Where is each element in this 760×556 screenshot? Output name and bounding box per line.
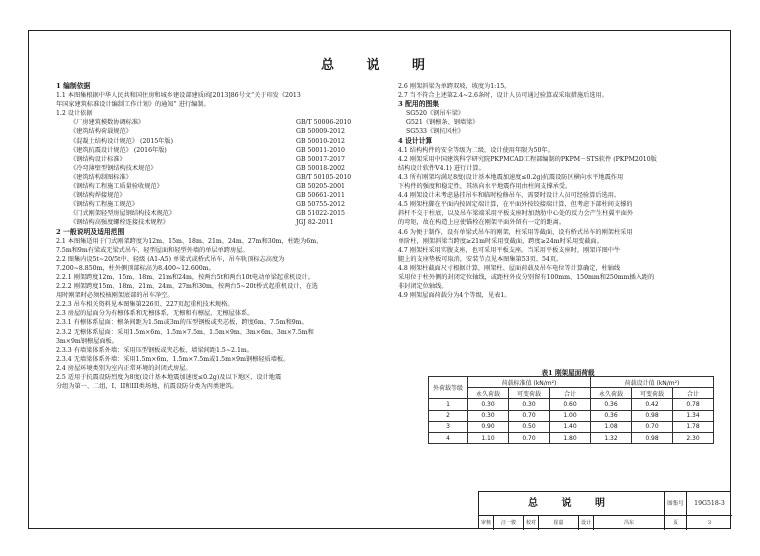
text-line: 斜杆不交于柱底，以及吊车梁端采用平板支座时加劲肋中心处的反力会产生柱翼平面外 xyxy=(398,210,634,218)
sub-header: 合计 xyxy=(550,388,591,399)
value-cell: 1.40 xyxy=(550,421,591,432)
text-line: 2.2.2 刚架跨度15m、18m、21m、24m、27m和30m，按两台5~20t桥式起重机设计，在选 xyxy=(56,283,318,291)
value-cell: 0.98 xyxy=(632,432,673,443)
standard-reference xyxy=(56,173,386,182)
text-line: 分组为第一、二组，I、II和III类场地，抗震设防分类为丙类建筑。 xyxy=(56,383,238,391)
standard-reference xyxy=(56,127,386,136)
signature-row xyxy=(479,516,732,530)
section-heading: 2 一般说明及适用范围 xyxy=(56,227,125,236)
standard-code: GB 51022-2015 xyxy=(296,210,345,218)
sub-header: 可变荷载 xyxy=(632,388,673,399)
standard-code: JGJ 82-2011 xyxy=(296,219,334,227)
standard-name: 《钢结构设计标准》 xyxy=(70,155,126,163)
value-cell: 0.42 xyxy=(632,399,673,410)
title-block-title: 总 说 明 xyxy=(479,492,665,516)
text-line: 腿上的支座垫板可取消，安装节点见本图集第53页、54页。 xyxy=(398,255,563,263)
text-line: 2.2.3 吊车相关资料见本图集第226页、227页起重机技术规格。 xyxy=(56,301,234,309)
value-cell: 1.32 xyxy=(591,432,632,443)
value-cell: 0.50 xyxy=(509,421,550,432)
value-cell: 1.08 xyxy=(591,421,632,432)
standard-code: GB 50011-2010 xyxy=(296,146,345,154)
grade-cell: 3 xyxy=(429,421,468,432)
text-line: 4.7 刚架柱采用实腹支座，也可采用平板支座。当采用平板支座时，刚架详图中牛 xyxy=(398,246,621,254)
standard-name: 《钢结构焊接规范》 xyxy=(70,192,126,200)
standard-name: 《钢结构工程施工质量验收规范》 xyxy=(70,183,163,191)
check-label: 校对 xyxy=(524,516,539,530)
standard-code: GB 50010-2012 xyxy=(296,137,345,145)
text-line: 采用位于柱外侧的封闭定位轴线，或距柱外皮分别留有100mm、150mm和250mm插入距的 xyxy=(398,273,655,281)
text-line: 4.2 刚架采用中国建筑科学研究院PKPMCAD工程部编制的PKPM－STS软件 (PKPM2010版 xyxy=(398,155,657,163)
standard-name: 《混凝土结构设计规范》 (2015年版) xyxy=(70,137,173,145)
right-column xyxy=(398,82,720,300)
text-line: 2.7 当不符合上述第2.4~2.6条时，设计人员可通过验算或采取措施后选用。 xyxy=(398,92,608,100)
text-line: 年国家建筑标准设计编制工作计划》的通知” 进行编制。 xyxy=(56,101,210,109)
text-line: 2.2 图集内设5t~20/5t中、轻级 (A1-A5) 单梁式或桥式吊车，吊车轨顶标志高度为 xyxy=(56,255,285,263)
text-line: 的弯矩，故在构造上应使锚栓在刚架平面外留有一定的距离。 xyxy=(398,219,566,227)
text-line: 2.3.3 有墙梁体系外墙：采用压型钢板或夹芯板，墙梁间距1.5~2.1m。 xyxy=(56,346,253,354)
title-block xyxy=(478,491,731,529)
value-cell: 0.60 xyxy=(550,399,591,410)
standard-code: GB/T 50105-2010 xyxy=(296,173,352,181)
value-cell: 0.90 xyxy=(468,421,509,432)
value-cell: 0.98 xyxy=(632,410,673,421)
review-label: 审核 xyxy=(479,516,494,530)
standard-reference xyxy=(56,182,386,191)
text-line: 2.2.1 刚架跨度12m、15m、18m、21m和24m，按两台5t和两台10t电动单梁起重机设计。 xyxy=(56,273,314,281)
text-line: G521《钢檩条、钢墙梁》 xyxy=(406,119,479,127)
table-row xyxy=(429,432,714,443)
text-line: SG520《钢吊车梁》 xyxy=(406,110,465,118)
text-line: SG533《钢抗风柱》 xyxy=(406,128,465,136)
section-heading: 3 配用的图集 xyxy=(398,100,440,109)
text-line: 2.3.1 有檩体系屋面：檩条间距为1.5m或3m的压型钢板或夹芯板，跨度6m、7.5m和9m。 xyxy=(56,319,308,327)
text-line: 4.5 刚架柱脚在平面内按固定端计算，在平面外按铰接端计算，但考虑下部柱间支撑的 xyxy=(398,201,633,209)
standard-code: GB 50009-2012 xyxy=(296,128,345,136)
standard-name: 《钢结构高强度螺栓连接技术规程》 xyxy=(70,219,169,227)
atlas-code: 19G518-3 xyxy=(687,492,732,516)
text-line: 2.5 适用于抗震设防烈度为8度(设计基本地震加速度≤0.2g)及以下地区，设计地震 xyxy=(56,374,282,381)
standard-reference xyxy=(56,218,386,227)
standard-reference xyxy=(56,164,386,173)
standard-reference xyxy=(56,118,386,127)
value-cell: 0.36 xyxy=(591,410,632,421)
value-cell: 0.78 xyxy=(673,399,714,410)
value-cell: 1.10 xyxy=(468,432,509,443)
text-line: 4.4 刚架设计未考虑悬挂吊车和临时检修吊车，需要时设计人员可经验算后选用。 xyxy=(398,192,621,200)
text-line: 1.1 本图集根据中华人民共和国住房和城乡建设部建质函[2013]86号文“关于印发《2013 xyxy=(56,92,301,100)
standard-code: GB 50017-2017 xyxy=(296,155,345,163)
table-row xyxy=(429,421,714,432)
text-line: 2.6 刚架斜梁为单跨双坡，坡度为1:15。 xyxy=(398,83,511,90)
section-heading: 4 设计计算 xyxy=(398,136,433,145)
text-line: 用时刚架时必须校核刚架底部的吊车净空。 xyxy=(56,292,174,300)
text-line: 4.6 为便于制作，设有单梁式吊车的刚架，柱采用等截面，设有桥式吊车的刚架柱采用 xyxy=(398,228,633,236)
atlas-code-label: 图集号 xyxy=(665,492,687,516)
sub-header: 合计 xyxy=(673,388,714,399)
text-line: 下构件的强度和稳定性，其纵向水平地震作用由柱间支撑承受。 xyxy=(398,183,572,191)
grade-cell: 4 xyxy=(429,432,468,443)
text-line: 非封闭定位轴线。 xyxy=(398,283,448,291)
standard-name: 《建筑结构荷载规范》 xyxy=(70,128,132,136)
text-line: 结构设计软件V4.1) 进行计算。 xyxy=(398,164,485,172)
left-column xyxy=(56,82,386,391)
table-caption: 表1 刚架屋面荷载 xyxy=(541,369,595,377)
reviewer-name: 汪一骏 xyxy=(494,516,524,530)
design-group-header: 荷载设计值 (kN/m²) xyxy=(591,377,714,388)
value-cell: 1.34 xyxy=(673,410,714,421)
standard-reference xyxy=(56,191,386,200)
standard-code: GB 50661-2011 xyxy=(296,192,345,200)
sub-header: 可变荷载 xyxy=(509,388,550,399)
standard-reference xyxy=(56,137,386,146)
sub-header: 永久荷载 xyxy=(468,388,509,399)
text-line: 单阶柱，刚架斜梁当跨度≥21m时采用变截面，跨度≥24m时采用变截面。 xyxy=(398,237,603,245)
designer-name: 冯东 xyxy=(594,516,665,530)
value-cell: 0.70 xyxy=(509,432,550,443)
standard-reference xyxy=(56,200,386,209)
sub-header: 永久荷载 xyxy=(591,388,632,399)
text-line: 2.3.2 无檩体系屋面：采用1.5m×6m、1.5m×7.5m、1.5m×9m、3m×6m、3m×7.5m和 xyxy=(56,328,314,336)
text-line: 4.3 所有刚架均满足8度(设计基本地震加速度≤0.2g)抗震设防区横向水平地震作用 xyxy=(398,173,624,181)
value-cell: 2.30 xyxy=(673,432,714,443)
std-group-header: 荷载标准值 (kN/m²) xyxy=(468,377,591,388)
standard-name: 《冷弯薄壁型钢结构技术规范》 xyxy=(70,164,157,172)
page-title: 总 说 明 xyxy=(320,58,440,73)
value-cell: 0.30 xyxy=(509,399,550,410)
standard-name: 《门式刚架轻型房屋钢结构技术规范》 xyxy=(70,210,176,218)
text-line: 7.5m和9m有梁或无梁式吊车，轻型屋面和轻型外墙的单层单跨房屋。 xyxy=(56,246,249,254)
standard-name: 《建筑结构制图标准》 xyxy=(70,173,132,181)
text-line: 4.9 刚架屋面荷载分为4个等级，见表1。 xyxy=(398,292,511,300)
text-line: 3m×9m钢檩屋面板。 xyxy=(56,337,118,345)
text-line: 2.1 本图集适用于门式刚架跨度为12m、15m、18m、21m、24m、27m和30m，柱距为6m、 xyxy=(56,237,323,245)
standard-code: GB/T 50006-2010 xyxy=(296,119,352,127)
checker-name: 崔嘉 xyxy=(539,516,579,530)
value-cell: 0.30 xyxy=(468,399,509,410)
value-cell: 1.78 xyxy=(673,421,714,432)
standard-name: 《建筑抗震设计规范》 (2016年版) xyxy=(70,146,167,154)
standard-name: 《钢结构工程施工规范》 xyxy=(70,201,139,209)
col-grade-header: 外荷载等级 xyxy=(429,377,468,399)
text-line: 1.2 设计依据 xyxy=(56,110,93,118)
text-line: 2.3 房屋的屋面分为有檩体系和无檩体系，无檩和有檩屋，无檩屋体系。 xyxy=(56,310,254,318)
roof-load-table xyxy=(428,376,714,444)
standard-name: 《厂房建筑模数协调标准》 xyxy=(70,119,145,127)
standard-code: GB 50018-2002 xyxy=(296,164,345,172)
standard-reference xyxy=(56,209,386,218)
value-cell: 1.00 xyxy=(550,410,591,421)
standard-code: GB 50755-2012 xyxy=(296,201,345,209)
table-row xyxy=(429,410,714,421)
standard-reference xyxy=(56,146,386,155)
value-cell: 0.70 xyxy=(632,421,673,432)
text-line: 4.8 刚架柱截面尺寸根据计算，刚架柱、屋面荷载及吊车电位等计算确定，柱轴线 xyxy=(398,264,621,272)
page-label: 页 xyxy=(665,516,687,530)
standard-code: GB 50205-2001 xyxy=(296,183,345,191)
text-line: 7.200~8.850m，柱外侧顶部标高为8.400~12.600m。 xyxy=(56,264,215,272)
section-heading: 1 编制依据 xyxy=(56,82,91,90)
text-line: 4.1 结构构件的安全等级为二级，设计使用年限为50年。 xyxy=(398,146,554,154)
text-line: 2.4 房屋环境类别为室内正常环境的封闭式房屋。 xyxy=(56,364,192,372)
table-row xyxy=(429,399,714,410)
design-label: 设计 xyxy=(579,516,594,530)
value-cell: 1.80 xyxy=(550,432,591,443)
page-number: 3 xyxy=(707,520,712,526)
grade-cell: 1 xyxy=(429,399,468,410)
grade-cell: 2 xyxy=(429,410,468,421)
value-cell: 0.70 xyxy=(509,410,550,421)
standard-reference xyxy=(56,155,386,164)
text-line: 2.3.4 无墙梁体系外墙：采用1.5m×6m、1.5m×7.5m或1.5m×9m钢檩轻质墙板。 xyxy=(56,355,290,363)
value-cell: 0.36 xyxy=(591,399,632,410)
value-cell: 0.30 xyxy=(468,410,509,421)
